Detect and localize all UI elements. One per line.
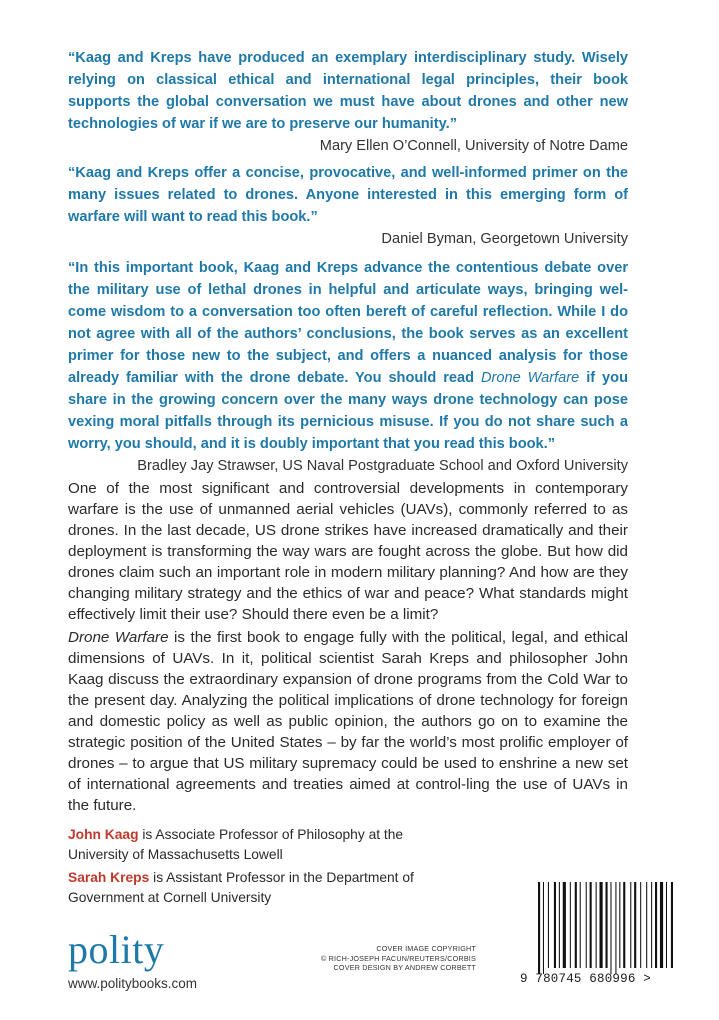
quote-book-title: Drone Warfare	[480, 370, 580, 386]
polity-logo: polity	[68, 927, 165, 972]
credit-line: COVER IMAGE COPYRIGHT	[376, 944, 476, 953]
barcode-bar	[563, 882, 566, 968]
author-bio-text: is Associate Professor of Philosophy at the University of Massachusetts Lowell	[68, 827, 404, 862]
endorsement-attribution: Bradley Jay Strawser, US Naval Postgraduate School and Oxford University	[137, 458, 628, 474]
endorsement-attribution: Daniel Byman, Georgetown University	[381, 231, 628, 247]
barcode-bar	[619, 882, 620, 968]
publisher-url: www.politybooks.com	[68, 976, 198, 991]
description-paragraph-2	[68, 627, 628, 816]
barcode-bar	[559, 882, 560, 968]
barcode-bar	[671, 882, 673, 968]
endorsement-1	[68, 47, 628, 157]
endorsement-quote: “Kaag and Kreps have produced an exemplary interdisciplinary study. Wisely relying on classical ethical and international legal principles, their book supports the global conversation we must have about drones and other new technologies of war if we are to preserve our humanity.”	[68, 50, 628, 132]
barcode-bar	[651, 882, 652, 968]
barcode-bar	[580, 882, 581, 968]
barcode-bar	[655, 882, 657, 968]
author-bio-text: is Assistant Professor in the Department of Government at Cornell University	[68, 870, 414, 905]
barcode-bar	[586, 882, 587, 968]
barcode-bar	[570, 882, 571, 968]
barcode-bar	[615, 882, 616, 974]
barcode-bar	[548, 882, 549, 968]
barcode-bar	[610, 882, 611, 974]
barcode	[536, 882, 674, 982]
barcode-bar	[596, 882, 597, 968]
barcode-bar	[640, 882, 641, 968]
barcode-bar	[646, 882, 647, 968]
book-title: Drone Warfare	[68, 629, 169, 646]
barcode-bar	[543, 882, 544, 974]
quote-text-after: if you share in the growing concern over the many ways drone technology can pose vexing moral pitfalls through its pernicious misuse. If you do not share such a worry, you should, and it is doubly important that you read this book.”	[68, 370, 628, 452]
credit-line: © RICH-JOSEPH FACUN/REUTERS/CORBIS	[320, 953, 476, 963]
author-bio-2	[68, 868, 448, 907]
author-bio-1	[68, 825, 448, 864]
barcode-bar	[606, 882, 608, 968]
author-name: Sarah Kreps	[68, 870, 150, 885]
barcode-bar	[575, 882, 577, 968]
endorsement-quote	[68, 257, 628, 455]
barcode-bar	[630, 882, 631, 968]
endorsement-3	[68, 257, 628, 477]
barcode-bar	[666, 882, 667, 968]
quote-text-before: “In this important book, Kaag and Kreps advance the contentious debate over the military use of lethal drones in helpful and articulate ways, bringing wel-come wisdom to a conversation too often bereft of careful reflection. While I do not agree with all of the authors’ conclusions, the book serves as an excellent primer for those new to the subject, and offers a nuanced analysis for those already familiar with the drone debate. You should read	[68, 260, 628, 386]
endorsement-2	[68, 162, 628, 250]
barcode-bar	[623, 882, 625, 968]
author-name: John Kaag	[68, 827, 139, 842]
barcode-bar	[600, 882, 603, 968]
endorsement-attribution: Mary Ellen O’Connell, University of Notre Dame	[319, 138, 628, 154]
barcode-bar	[590, 882, 592, 968]
isbn-number: 9 780745 680996 >	[520, 972, 651, 986]
barcode-bar	[554, 882, 556, 968]
endorsement-quote: “Kaag and Kreps offer a concise, provocative, and well-informed primer on the many issues related to drones. Anyone interested in this emerging form of warfare will want to read this book.”	[68, 165, 628, 225]
barcode-bar	[634, 882, 636, 968]
credit-line: COVER DESIGN BY ANDREW CORBETT	[333, 963, 476, 972]
cover-credits	[300, 944, 476, 973]
description-paragraph-2-text: is the first book to engage fully with the political, legal, and ethical dimensions of UAVs. In it, political scientist Sarah Kreps and philosopher John Kaag discuss the extraordinary expansion of drone programs from the Cold War to the present day. Analyzing the political implications of drone technology for foreign and domestic policy as well as public opinion, the authors go on to examine the strategic position of the United States – by far the world’s most prolific employer of drones – to argue that US military supremacy could be used to enshrine a new set of international agreements and treaties aimed at control-ling the use of UAVs in the future.	[68, 629, 628, 814]
description-paragraph-1: One of the most significant and controversial developments in contemporary warfare is the use of unmanned aerial vehicles (UAVs), commonly referred to as drones. In the last decade, US drone strikes have increased dramatically and their deployment is transforming the way wars are fought across the globe. But how did drones claim such an important role in modern military planning? And how are they changing military strategy and the ethics of war and peace? What standards might effectively limit their use? Should there even be a limit?	[68, 480, 628, 623]
barcode-bar	[660, 882, 663, 968]
barcode-bar	[538, 882, 540, 974]
